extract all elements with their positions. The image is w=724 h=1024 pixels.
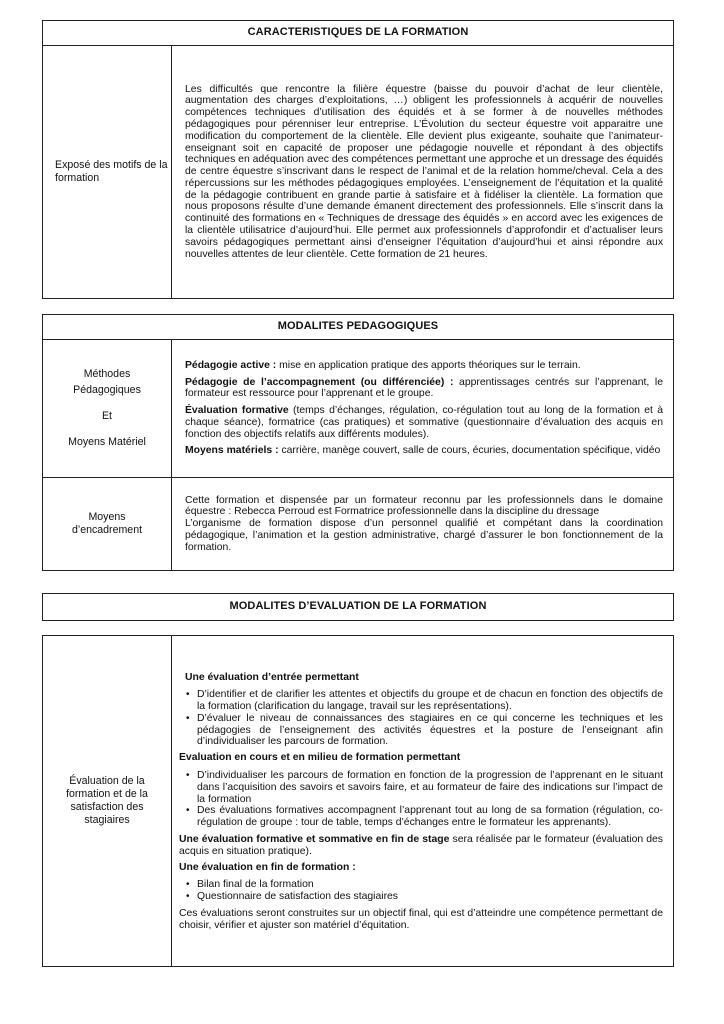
pedagogie-active-text: mise en application pratique des apports théoriques sur le terrain. <box>276 359 581 371</box>
pedagogie-accompagnement <box>185 377 663 401</box>
entree-title <box>179 672 663 684</box>
evaluation-formative-text: (temps d’échanges, régulation, co-régulation tout au long de la formation et à chaque séance), formatrice (cas pratiques) et sommative (questionnaire d’évaluation des acquis en fonction des objectifs relatifs aux différents modules). <box>185 405 664 440</box>
entree-bullet-2: • D’évaluer le niveau de connaissances des stagiaires en ce qui concerne les techniques et les pédagogies de l’enseignement des activités équestres et la posture de l’enseignant afin d’individualiser les parcours de formation. <box>186 713 663 748</box>
evaluation-table <box>42 635 674 967</box>
evaluation-formative-title: Évaluation formative <box>185 405 289 417</box>
evaluation-formative <box>185 405 663 440</box>
caracteristiques-table <box>42 20 674 299</box>
evaluation-content <box>172 636 674 967</box>
encadrement-label <box>43 478 172 571</box>
encadrement-text-2: L’organisme de formation dispose d’un personnel qualifié et compétant dans la coordination pédagogique, l’animation et la gestion administrative, chargé d’assurer le bon fonctionnement de la formation. <box>185 518 663 553</box>
fin-formation-bullet-1: • Bilan final de la formation <box>186 879 663 891</box>
pedagogie-accompagnement-title: Pédagogie de l’accompagnement (ou différenciée) : <box>185 376 454 388</box>
modalites-pedagogiques-header: MODALITES PEDAGOGIQUES <box>43 315 674 340</box>
modalites-pedagogiques-table <box>42 314 674 571</box>
moyens-materiels <box>185 445 663 457</box>
encadrement-label-line2: d’encadrement <box>71 524 143 536</box>
encadrement-label-line1: Moyens <box>88 511 126 523</box>
fin-formation-bullets <box>179 879 663 903</box>
entree-bullets <box>179 689 663 748</box>
pedagogie-accompagnement-text: apprentissages centrés sur l’apprenant, le formateur est ressource pour l’apprenant et le groupe. <box>185 376 663 400</box>
methodes-label-line4: Moyens Matériel <box>68 436 146 448</box>
pedagogie-active <box>185 360 663 372</box>
cours-bullet-2: • Des évaluations formatives accompagnent l’apprenant tout au long de sa formation (régulation, co-régulation de groupe : tour de table, temps d’échanges entre le formateur les apprenants). <box>186 805 663 829</box>
cours-title-text: Evaluation en cours et en milieu de formation permettant <box>179 752 461 764</box>
fin-stage-title: Une évaluation formative et sommative en fin de stage <box>179 833 450 845</box>
methodes-label-line3: Et <box>101 410 112 422</box>
motifs-content <box>172 46 674 299</box>
caracteristiques-header: CARACTERISTIQUES DE LA FORMATION <box>43 21 674 46</box>
encadrement-content <box>172 478 674 571</box>
entree-title-text: Une évaluation d’entrée permettant <box>185 672 359 684</box>
cours-bullets <box>179 770 663 829</box>
methodes-label-line1: Méthodes <box>83 368 131 380</box>
pedagogie-active-title: Pédagogie active : <box>185 359 277 371</box>
moyens-materiels-title: Moyens matériels : <box>185 445 279 457</box>
motifs-text: Les difficultés que rencontre la filière équestre (baisse du pouvoir d’achat de leur clientèle, augmentation des charges d’exploitations, …) obligent les professionnels à acquérir de nouvelles compétences techniques d’utilisation des équidés et à se former à de nouvelles méthodes pédagogiques pour pérenniser leur entreprise. L’Évolution du secteur équestre voit apparaitre une modification du comportement de la clientèle. Elle devient plus exigeante, souhaite que l’animateur-enseignant soit en capacité de proposer une pédagogie nouvelle et répondant à des objectifs techniques en adéquation avec des compétences permettant une approche et un dressage des équidés de centre équestre s’inscrivant dans le respect de l’animal et de la relation homme/cheval. Cela a des répercussions sur les méthodes pédagogiques employées. L’enseignement de l’équitation et la qualité de la pédagogie contribuent en grande partie à satisfaire et à fidéliser la clientèle. La formation que nous proposons résulte d’une demande émanent directement des professionnels. Elle s’inscrit dans la continuité des formations en « Techniques de dressage des équidés » en accord avec les exigences de la clientèle utilisatrice d’aujourd’hui. Elle permet aux professionnels d’approfondir et d’actualiser leurs savoirs pédagogiques permettant ainsi d’enseigner l’équitation d’aujourd’hui et ainsi répondre aux nouvelles attentes de leur clientèle. Cette formation de 21 heures. <box>185 83 664 260</box>
methodes-label-line2: Pédagogiques <box>73 384 141 396</box>
cours-bullet-1: • D’individualiser les parcours de formation en fonction de la progression de l’apprenant en le situant dans l’acquisition des savoirs et savoirs faire, et au formateur de faire des indications sur l’impact de la formation <box>186 770 663 805</box>
modalites-evaluation-header: MODALITES D’EVALUATION DE LA FORMATION <box>43 594 674 621</box>
methodes-content <box>172 340 674 478</box>
encadrement-text-1: Cette formation et dispensée par un formateur reconnu par les professionnels dans le domaine équestre : Rebecca Perroud est Formatrice professionnelle dans la discipline du dressage <box>185 494 663 518</box>
evaluation-conclusion: Ces évaluations seront construites sur un objectif final, qui est d’atteindre une compétence permettant de choisir, vérifier et ajuster son matériel d’équitation. <box>179 907 663 931</box>
modalites-evaluation-header-table <box>42 593 674 621</box>
motifs-label: Exposé des motifs de la formation <box>43 46 172 299</box>
methodes-label <box>43 340 172 478</box>
fin-formation-title-text: Une évaluation en fin de formation : <box>179 861 356 873</box>
entree-bullet-1: • D’identifier et de clarifier les attentes et objectifs du groupe et de chacun en fonction des objectifs de la formation (clarification du langage, travail sur les représentations). <box>186 689 663 713</box>
cours-title <box>179 752 663 764</box>
fin-stage-text: sera réalisée par le formateur (évaluation des acquis en situation pratique). <box>179 833 663 857</box>
moyens-materiels-text: carrière, manège couvert, salle de cours, écuries, documentation spécifique, vidéo <box>278 445 661 457</box>
evaluation-label: Évaluation de la formation et de la satisfaction des stagiaires <box>43 636 172 967</box>
fin-formation-bullet-2: • Questionnaire de satisfaction des stagiaires <box>186 891 663 903</box>
fin-stage <box>179 834 663 858</box>
fin-formation-title <box>179 862 663 874</box>
